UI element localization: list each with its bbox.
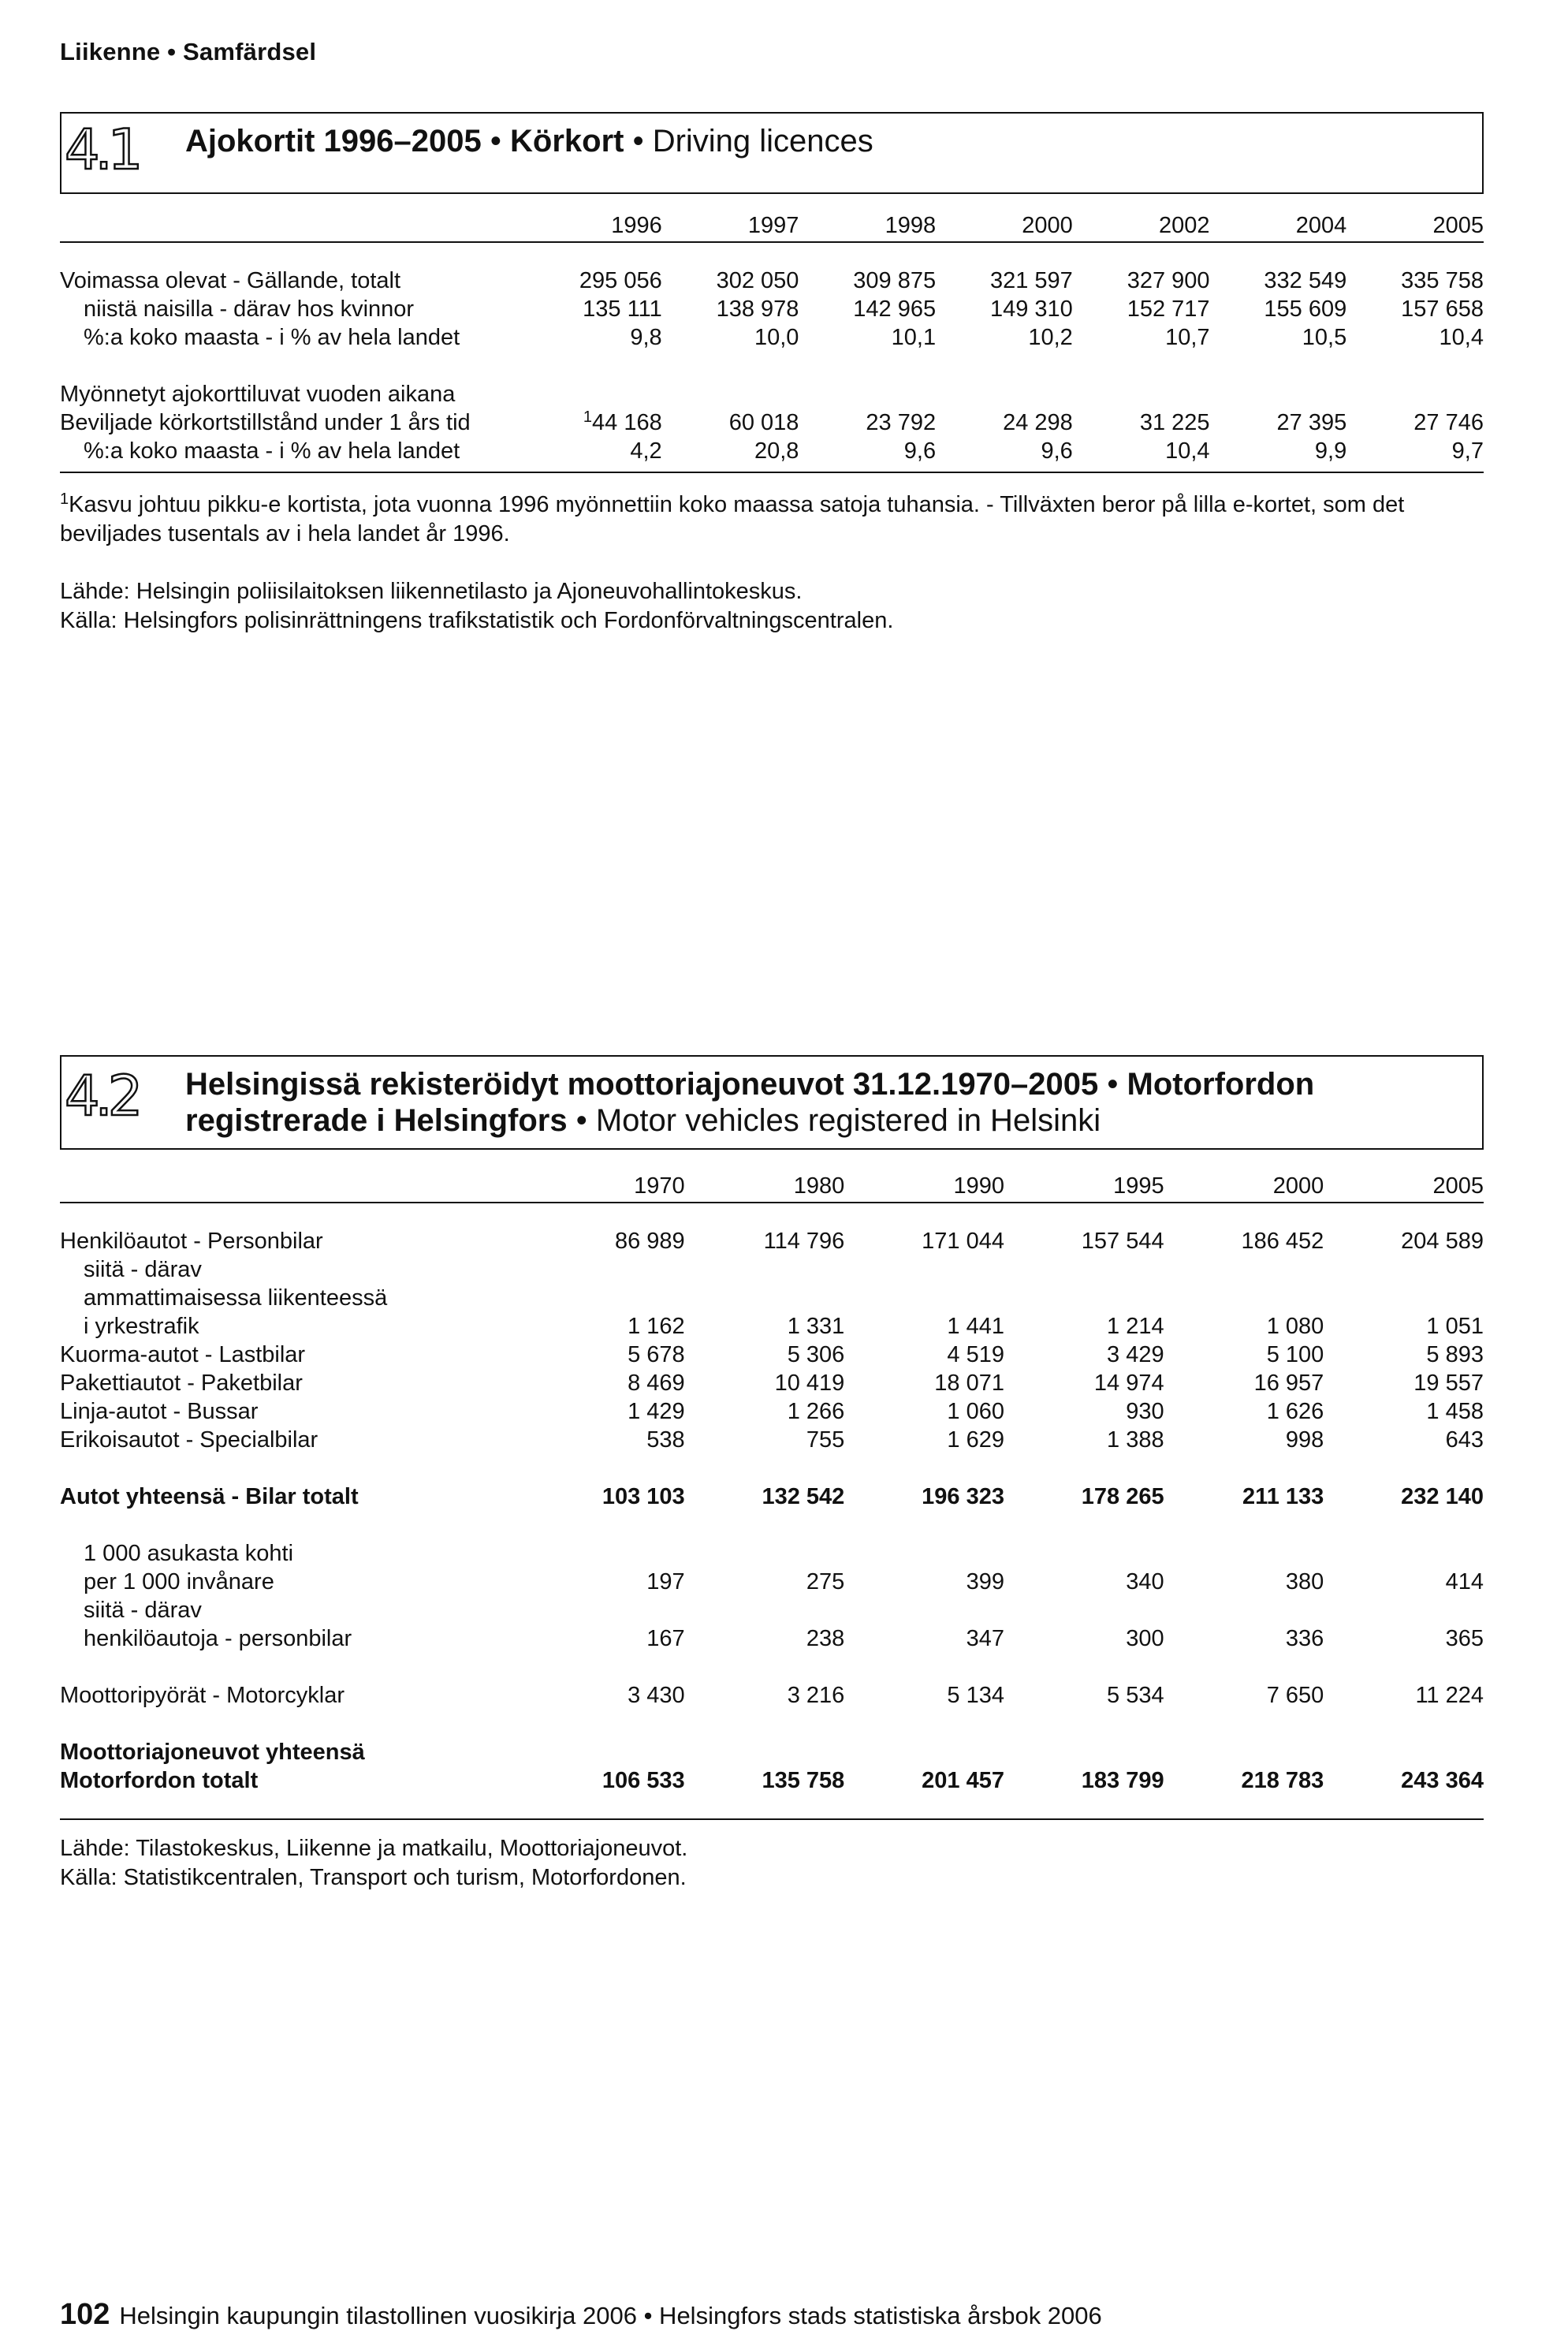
cell: 5 134 — [947, 1683, 1004, 1708]
cell: 14 974 — [1093, 1371, 1164, 1396]
cell: 149 310 — [989, 297, 1073, 322]
row-label: Voimassa olevat - Gällande, totalt — [60, 268, 401, 293]
row-label: Beviljade körkortstillstånd under 1 års tid — [60, 410, 471, 435]
cell: 218 783 — [1241, 1768, 1324, 1793]
row-label: Erikoisautot - Specialbilar — [60, 1427, 318, 1453]
table-title: Ajokortit 1996–2005 • Körkort • Driving licences — [185, 124, 873, 159]
table-4-1-title-box — [60, 112, 1484, 194]
cell: 1 458 — [1426, 1399, 1484, 1424]
cell: 1 080 — [1266, 1314, 1324, 1339]
total-row — [60, 1483, 1484, 1511]
cell: 183 799 — [1081, 1768, 1164, 1793]
cell: 186 452 — [1241, 1229, 1324, 1254]
row-label: Moottoriajoneuvot yhteensä — [60, 1740, 365, 1765]
cell: 327 900 — [1127, 268, 1210, 293]
cell: 135 111 — [583, 297, 662, 322]
cell: 1 060 — [947, 1399, 1004, 1424]
cell: 157 544 — [1081, 1229, 1164, 1254]
cell: 10,0 — [754, 325, 799, 350]
page-number: 102 — [60, 2298, 110, 2331]
cell: 5 306 — [787, 1342, 845, 1367]
cell: 135 758 — [762, 1768, 845, 1793]
title-en: Motor vehicles registered in Helsinki — [595, 1103, 1101, 1138]
row-label: Autot yhteensä - Bilar totalt — [60, 1484, 359, 1509]
page-footer — [60, 2300, 1102, 2330]
cell: 24 298 — [1003, 410, 1073, 435]
cell: 204 589 — [1401, 1229, 1484, 1254]
cell: 142 965 — [853, 297, 937, 322]
year-header: 2005 — [1432, 1173, 1484, 1199]
cell: 201 457 — [922, 1768, 1004, 1793]
footnote-mark: 1 — [60, 490, 69, 508]
cell: 295 056 — [579, 268, 662, 293]
cell: 302 050 — [716, 268, 799, 293]
table-4-1 — [60, 211, 1484, 465]
row-label: %:a koko maasta - i % av hela landet — [84, 438, 460, 464]
year-header: 2005 — [1432, 213, 1484, 238]
cell: 4,2 — [630, 438, 662, 464]
year-header: 1996 — [611, 213, 662, 238]
table-row — [60, 1624, 1484, 1653]
cell: 211 133 — [1242, 1484, 1324, 1509]
table-row — [60, 437, 1484, 465]
title-sv: Körkort — [510, 124, 624, 159]
row-label: Motorfordon totalt — [60, 1768, 259, 1793]
footnote — [60, 490, 1471, 549]
cell: 232 140 — [1401, 1484, 1484, 1509]
cell: 27 395 — [1276, 410, 1347, 435]
cell: 1 051 — [1426, 1314, 1484, 1339]
table-4-2-bottom-rule — [60, 1818, 1484, 1820]
cell: 3 216 — [787, 1683, 845, 1708]
row-label: %:a koko maasta - i % av hela landet — [84, 325, 460, 350]
cell: 10,4 — [1165, 438, 1210, 464]
year-header: 2000 — [1272, 1173, 1324, 1199]
table-row — [60, 1397, 1484, 1426]
cell: 340 — [1126, 1569, 1164, 1594]
title-fi: Ajokortit 1996–2005 — [185, 124, 482, 159]
cell: 1 441 — [947, 1314, 1004, 1339]
table-row — [60, 1312, 1484, 1341]
cell: 152 717 — [1127, 297, 1210, 322]
cell: 1 388 — [1107, 1427, 1164, 1453]
footnote-text: Kasvu johtuu pikku-e kortista, jota vuonna 1996 myönnettiin koko maassa satoja tuhansia. - Tillväxten beror på lilla e-kortet, som det beviljades tusentals av i hela landet år 1996. — [60, 492, 1405, 546]
table-4-2 — [60, 1172, 1484, 1795]
year-header: 2002 — [1159, 213, 1210, 238]
cell: 197 — [646, 1569, 685, 1594]
cell: 178 265 — [1081, 1484, 1164, 1509]
table-row — [60, 1596, 1484, 1624]
cell: 167 — [646, 1626, 685, 1651]
row-label: siitä - därav — [84, 1257, 202, 1282]
year-header: 1997 — [747, 213, 799, 238]
cell: 10,4 — [1439, 325, 1484, 350]
row-label: i yrkestrafik — [84, 1314, 199, 1339]
title-fi: Helsingissä rekisteröidyt moottoriajoneuvot 31.12.1970–2005 — [185, 1067, 1099, 1102]
table-4-1-bottom-rule — [60, 472, 1484, 473]
table-row — [60, 267, 1484, 295]
cell: 19 557 — [1413, 1371, 1484, 1396]
cell: 10 419 — [774, 1371, 845, 1396]
cell: 5 534 — [1107, 1683, 1164, 1708]
row-label: 1 000 asukasta kohti — [84, 1541, 294, 1566]
year-header-row — [60, 211, 1484, 242]
cell: 335 758 — [1401, 268, 1484, 293]
cell: 755 — [806, 1427, 845, 1453]
title-en: Driving licences — [652, 124, 873, 159]
cell: 23 792 — [866, 410, 937, 435]
cell: 365 — [1445, 1626, 1484, 1651]
year-header-row — [60, 1172, 1484, 1203]
cell — [525, 408, 662, 437]
table-4-2-title-box — [60, 1055, 1484, 1150]
cell: 9,6 — [1041, 438, 1073, 464]
cell: 5 100 — [1266, 1342, 1324, 1367]
cell: 9,8 — [630, 325, 662, 350]
cell: 86 989 — [614, 1229, 685, 1254]
cell: 132 542 — [762, 1484, 845, 1509]
row-label: henkilöautoja - personbilar — [84, 1626, 352, 1651]
row-label: per 1 000 invånare — [84, 1569, 274, 1594]
cell: 5 678 — [628, 1342, 685, 1367]
cell: 1 214 — [1107, 1314, 1164, 1339]
total-row — [60, 1738, 1484, 1766]
cell: 332 549 — [1264, 268, 1347, 293]
table-row — [60, 1227, 1484, 1255]
cell: 10,2 — [1028, 325, 1073, 350]
cell: 309 875 — [853, 268, 937, 293]
year-header: 1995 — [1113, 1173, 1164, 1199]
cell: 399 — [966, 1569, 1004, 1594]
table-row — [60, 1539, 1484, 1568]
row-label: siitä - därav — [84, 1598, 202, 1623]
cell: 106 533 — [602, 1768, 685, 1793]
footer-text: Helsingin kaupungin tilastollinen vuosikirja 2006 • Helsingfors stads statistiska årsbok 2006 — [119, 2302, 1102, 2329]
cell: 643 — [1445, 1427, 1484, 1453]
cell: 157 658 — [1401, 297, 1484, 322]
cell: 103 103 — [602, 1484, 685, 1509]
year-header: 1998 — [885, 213, 937, 238]
cell: 1 429 — [628, 1399, 685, 1424]
cell: 1 629 — [947, 1427, 1004, 1453]
year-header: 1970 — [634, 1173, 685, 1199]
cell: 9,7 — [1451, 438, 1484, 464]
cell: 138 978 — [716, 297, 799, 322]
row-label: niistä naisilla - därav hos kvinnor — [84, 297, 415, 322]
row-label: Pakettiautot - Paketbilar — [60, 1371, 303, 1396]
total-row — [60, 1766, 1484, 1795]
cell: 9,9 — [1314, 438, 1347, 464]
row-label: Myönnetyt ajokorttiluvat vuoden aikana — [60, 382, 456, 407]
source-sv: Källa: Helsingfors polisinrättningens trafikstatistik och Fordonförvaltningscentralen. — [60, 608, 894, 633]
cell: 321 597 — [989, 268, 1073, 293]
year-header: 2004 — [1295, 213, 1347, 238]
cell: 10,1 — [891, 325, 937, 350]
cell: 275 — [806, 1569, 845, 1594]
cell: 243 364 — [1401, 1768, 1484, 1793]
cell: 18 071 — [934, 1371, 1004, 1396]
source-fi: Lähde: Tilastokeskus, Liikenne ja matkailu, Moottoriajoneuvot. — [60, 1836, 688, 1861]
table-row — [60, 1341, 1484, 1369]
cell: 196 323 — [922, 1484, 1004, 1509]
table-number: 4.1 — [65, 117, 139, 182]
row-label: Moottoripyörät - Motorcyklar — [60, 1683, 345, 1708]
table-title: Helsingissä rekisteröidyt moottoriajoneuvot 31.12.1970–2005 • Motorfordon registrerade i Helsingfors • Motor vehicles registered in Helsinki — [185, 1067, 1315, 1138]
table-row — [60, 408, 1484, 437]
cell: 31 225 — [1139, 410, 1210, 435]
cell: 1 266 — [787, 1399, 845, 1424]
cell: 3 429 — [1107, 1342, 1164, 1367]
cell: 3 430 — [628, 1683, 685, 1708]
cell: 380 — [1285, 1569, 1324, 1594]
cell: 114 796 — [763, 1229, 845, 1254]
cell: 8 469 — [628, 1371, 685, 1396]
cell: 538 — [646, 1427, 685, 1453]
year-header: 1980 — [793, 1173, 845, 1199]
cell: 4 519 — [947, 1342, 1004, 1367]
cell: 9,6 — [903, 438, 937, 464]
table-row — [60, 295, 1484, 323]
year-header: 1990 — [953, 1173, 1004, 1199]
cell: 1 331 — [787, 1314, 845, 1339]
row-label: Linja-autot - Bussar — [60, 1399, 259, 1424]
cell: 300 — [1126, 1626, 1164, 1651]
cell: 336 — [1285, 1626, 1324, 1651]
table-row — [60, 1568, 1484, 1596]
section-header: Liikenne • Samfärdsel — [60, 38, 317, 65]
row-label: Kuorma-autot - Lastbilar — [60, 1342, 306, 1367]
cell: 7 650 — [1266, 1683, 1324, 1708]
table-row — [60, 1255, 1484, 1284]
table-row — [60, 1681, 1484, 1710]
cell: 155 609 — [1264, 297, 1347, 322]
title-sv: Motorfordon registrerade i Helsingfors — [185, 1067, 1315, 1138]
table-row — [60, 1369, 1484, 1397]
row-label: ammattimaisessa liikenteessä — [84, 1285, 388, 1311]
cell: 60 018 — [728, 410, 799, 435]
cell-value: 44 168 — [592, 410, 662, 435]
cell: 5 893 — [1426, 1342, 1484, 1367]
cell: 10,7 — [1165, 325, 1210, 350]
cell: 1 162 — [628, 1314, 685, 1339]
source-sv: Källa: Statistikcentralen, Transport och turism, Motorfordonen. — [60, 1865, 687, 1890]
cell: 16 957 — [1253, 1371, 1324, 1396]
cell: 10,5 — [1302, 325, 1347, 350]
cell: 27 746 — [1413, 410, 1484, 435]
cell: 11 224 — [1415, 1683, 1484, 1708]
cell: 998 — [1285, 1427, 1324, 1453]
cell: 347 — [966, 1626, 1004, 1651]
cell: 414 — [1445, 1569, 1484, 1594]
row-label: Henkilöautot - Personbilar — [60, 1229, 323, 1254]
cell: 171 044 — [922, 1229, 1004, 1254]
year-header: 2000 — [1022, 213, 1073, 238]
cell: 1 626 — [1266, 1399, 1324, 1424]
cell: 930 — [1126, 1399, 1164, 1424]
footnote-mark: 1 — [583, 408, 592, 426]
table-row — [60, 1426, 1484, 1454]
table-row — [60, 380, 1484, 408]
table-row — [60, 1284, 1484, 1312]
table-row — [60, 323, 1484, 352]
cell: 20,8 — [754, 438, 799, 464]
source-fi: Lähde: Helsingin poliisilaitoksen liikennetilasto ja Ajoneuvohallintokeskus. — [60, 579, 803, 604]
cell: 238 — [806, 1626, 845, 1651]
table-number: 4.2 — [65, 1064, 139, 1128]
